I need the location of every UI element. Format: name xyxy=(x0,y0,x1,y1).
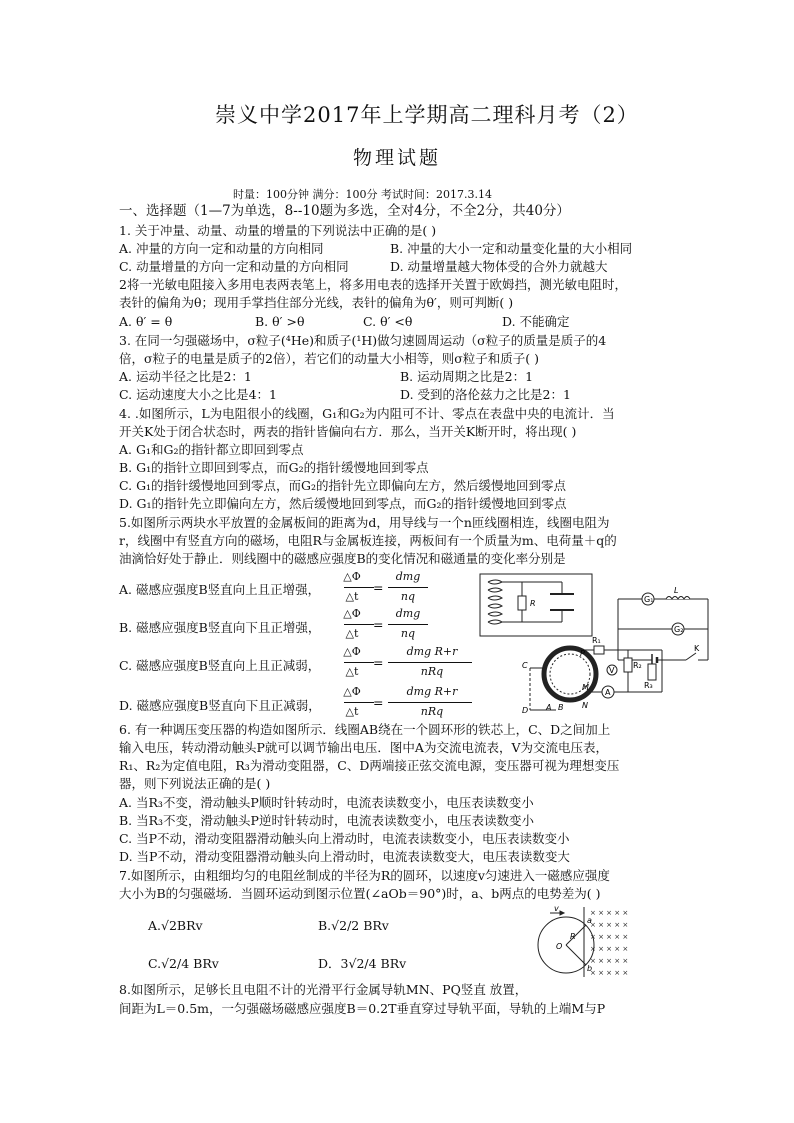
ring-magnetic-field-figure xyxy=(530,905,640,980)
q5-d-rhs-bar xyxy=(388,702,472,703)
label-k: K xyxy=(694,644,700,653)
q4-line1: 4. .如图所示，L为电阻很小的线圈，G₁和G₂为内阻可不计、零点在表盘中央的电流计．当 xyxy=(119,406,615,421)
label-r1: R₁ xyxy=(592,636,601,645)
q5-c-rhs-bar xyxy=(388,662,472,663)
q6-option-d: D. 当P不动，滑动变阻器滑动触头向上滑动时，电流表读数变大，电压表读数变大 xyxy=(119,849,570,864)
svg-text:× × × × ×: × × × × × xyxy=(590,909,629,917)
q6-line1: 6. 有一种调压变压器的构造如图所示．线圈AB绕在一个圆环形的铁芯上，C、D之间加上 xyxy=(119,722,611,737)
toroid-transformer-figure xyxy=(520,628,670,718)
label-v: V xyxy=(609,666,615,675)
q3-option-c: C. 运动速度大小之比是4：1 xyxy=(119,387,277,402)
q5-c-equals: = xyxy=(373,655,384,670)
q5-d-fraction-bar xyxy=(344,702,374,703)
label-g1: G₁ xyxy=(644,595,654,604)
q1-option-b: B. 冲量的大小一定和动量变化量的大小相同 xyxy=(390,241,633,256)
q4-option-d: D. G₁的指针先立即偏向左方，然后缓慢地回到零点，而G₂的指针缓慢地回到零点 xyxy=(119,496,567,511)
q5-d-denominator: △t xyxy=(345,705,359,718)
q6-option-c: C. 当P不动，滑动变阻器滑动触头向上滑动时，电流表读数变小，电压表读数变小 xyxy=(119,831,570,846)
q5-c-fraction-bar xyxy=(344,662,374,663)
label-point-a: a xyxy=(587,916,592,925)
q4-option-a: A. G₁和G₂的指针都立即回到零点 xyxy=(119,442,304,457)
svg-text:× × × × ×: × × × × × xyxy=(590,969,629,977)
q8-line1: 8.如图所示，足够长且电阻不计的光滑平行金属导轨MN、PQ竖直 放置， xyxy=(119,982,528,997)
q2-option-d: D. 不能确定 xyxy=(502,314,570,329)
label-point-b: b xyxy=(587,964,593,973)
q8-line2: 间距为L＝0.5m，一匀强磁场磁感应强度B＝0.2T垂直穿过导轨平面，导轨的上端M与P xyxy=(119,1001,606,1016)
q2-line1: 2将一光敏电阻接入多用电表两表笔上，将多用电表的选择开关置于欧姆挡，测光敏电阻时， xyxy=(119,277,627,292)
label-radius: R xyxy=(570,932,576,941)
switch-k xyxy=(686,653,696,660)
q5-b-rhs-num: dmg xyxy=(395,607,421,620)
svg-text:× × × × ×: × × × × × xyxy=(590,945,629,953)
q3-option-d: D. 受到的洛伦兹力之比是2：1 xyxy=(400,387,571,402)
q6-line2: 输入电压，转动滑动触头P就可以调节输出电压．图中A为交流电流表，V为交流电压表， xyxy=(119,740,608,755)
inductor-l xyxy=(666,597,690,600)
section-heading: 一、选择题（1—7为单选，8--10题为多选，全对4分，不全2分，共40分） xyxy=(119,203,570,219)
q5-b-rhs-bar xyxy=(388,624,428,625)
q5-b-denominator: △t xyxy=(345,627,359,640)
q5-c-numerator: △Φ xyxy=(343,645,361,658)
q5-line3: 油滴恰好处于静止．则线圈中的磁感应强度B的变化情况和磁通量的变化率分别是 xyxy=(119,551,566,566)
q5-option-c: C. 磁感应强度B竖直向上且正减弱， xyxy=(119,658,321,673)
q7-option-c: C.√2/4 BRv xyxy=(148,956,219,971)
q3-line1: 3. 在同一匀强磁场中，σ粒子(⁴He)和质子(¹H)做匀速圆周运动（σ粒子的质量是质子的4 xyxy=(119,333,607,348)
svg-text:× × × × ×: × × × × × xyxy=(590,933,629,941)
q5-b-numerator: △Φ xyxy=(343,607,361,620)
q5-b-rhs-den: nq xyxy=(400,627,416,640)
label-c: C xyxy=(522,661,528,670)
q5-a-rhs-bar xyxy=(388,587,428,588)
q2-option-b: B. θ′ >θ xyxy=(255,314,305,329)
resistor-r2 xyxy=(624,658,632,672)
q4-option-b: B. G₁的指针立即回到零点，而G₂的指针缓慢地回到零点 xyxy=(119,460,429,475)
q5-d-numerator: △Φ xyxy=(343,685,361,698)
resistor-r xyxy=(518,596,526,610)
field-crosses xyxy=(590,909,628,977)
label-v-velocity: v xyxy=(554,904,559,913)
q5-option-b: B. 磁感应强度B竖直向下且正增强， xyxy=(119,620,321,635)
q4-option-c: C. G₁的指针缓慢地回到零点，而G₂的指针先立即偏向左方，然后缓慢地回到零点 xyxy=(119,478,567,493)
label-m: M xyxy=(582,683,589,692)
q5-option-d: D. 磁感应强度B竖直向下且正减弱， xyxy=(119,698,321,713)
label-b: B xyxy=(558,703,564,712)
label-ammeter: A xyxy=(605,688,611,697)
q5-d-rhs-den: nRq xyxy=(420,705,444,718)
q5-a-numerator: △Φ xyxy=(343,570,361,583)
label-l: L xyxy=(674,586,679,595)
q5-option-a: A. 磁感应强度B竖直向上且正增强， xyxy=(119,582,321,597)
resistor-r3 xyxy=(648,664,656,680)
q5-b-equals: = xyxy=(373,617,384,632)
label-a: A xyxy=(546,703,552,712)
q5-line1: 5.如图所示两块水平放置的金属板间的距离为d，用导线与一个n匝线圈相连，线圈电阻为 xyxy=(119,515,610,530)
q6-line4: 器，则下列说法正确的是( ) xyxy=(119,776,271,791)
label-o: O xyxy=(556,942,563,951)
q5-a-fraction-bar xyxy=(344,587,374,588)
label-r: R xyxy=(530,599,536,608)
q6-line3: R₁、R₂为定值电阻，R₃为滑动变阻器，C、D两端接正弦交流电源，变压器可视为理想变压 xyxy=(119,758,620,773)
q2-line2: 表针的偏角为θ；现用手掌挡住部分光线，表针的偏角为θ′，则可判断( ) xyxy=(119,295,514,310)
q5-a-equals: = xyxy=(373,580,384,595)
svg-text:× × × × ×: × × × × × xyxy=(590,921,629,929)
q1-option-d: D. 动量增量越大物体受的合外力就越大 xyxy=(390,259,608,274)
coil-winding xyxy=(488,580,502,624)
q3-option-a: A. 运动半径之比是2：1 xyxy=(119,369,252,384)
q1-stem: 1. 关于冲量、动量、动量的增量的下列说法中正确的是( ) xyxy=(119,223,437,238)
q5-b-fraction-bar xyxy=(344,624,374,625)
label-n: N xyxy=(582,701,588,710)
resistor-r1 xyxy=(594,646,604,654)
q4-line2: 开关K处于闭合状态时，两表的指针皆偏向右方．那么，当开关K断开时，将出现( ) xyxy=(119,424,577,439)
q1-option-a: A. 冲量的方向一定和动量的方向相同 xyxy=(119,241,324,256)
q1-option-c: C. 动量增量的方向一定和动量的方向相同 xyxy=(119,259,349,274)
label-d: D xyxy=(522,706,529,715)
q5-d-equals: = xyxy=(373,695,384,710)
q7-line2: 大小为B的匀强磁场．当圆环运动到图示位置(∠aOb＝90°)时，a、b两点的电势差为( ) xyxy=(119,886,601,901)
q6-option-a: A. 当R₃不变，滑动触头P顺时针转动时，电流表读数变小，电压表读数变小 xyxy=(119,795,534,810)
q7-option-d: D．3√2/4 BRv xyxy=(318,956,407,971)
q5-a-rhs-num: dmg xyxy=(395,570,421,583)
label-p: P xyxy=(580,649,585,658)
subject-title: 物理试题 xyxy=(353,147,442,169)
toroid-core xyxy=(544,648,596,700)
exam-title: 崇义中学2017年上学期高二理科月考（2） xyxy=(215,103,639,127)
q2-option-a: A. θ′ = θ xyxy=(119,314,173,329)
q3-option-b: B. 运动周期之比是2：1 xyxy=(400,369,534,384)
label-g2: G₂ xyxy=(674,625,684,634)
q2-option-c: C. θ′ <θ xyxy=(363,314,413,329)
q5-line2: r，线圈中有竖直方向的磁场，电阻R与金属板连接，两板间有一个质量为m、电荷量＋q的 xyxy=(119,533,617,548)
q7-option-b: B.√2/2 BRv xyxy=(318,918,389,933)
q5-c-rhs-den: nRq xyxy=(420,665,444,678)
q5-d-rhs-num: dmg R+r xyxy=(406,685,458,698)
q5-a-rhs-den: nq xyxy=(400,590,416,603)
exam-meta: 时量：100分钟 满分：100分 考试时间：2017.3.14 xyxy=(233,188,492,201)
q5-c-denominator: △t xyxy=(345,665,359,678)
q5-c-rhs-num: dmg R+r xyxy=(406,645,458,658)
q7-option-a: A.√2BRv xyxy=(148,918,203,933)
q3-line2: 倍，σ粒子的电量是质子的2倍），若它们的动量大小相等，则σ粒子和质子( ) xyxy=(119,351,539,366)
q7-line1: 7.如图所示，由粗细均匀的电阻丝制成的半径为R的圆环，以速度v匀速进入一磁感应强度 xyxy=(119,868,610,883)
svg-text:× × × × ×: × × × × × xyxy=(590,957,629,965)
label-r2: R₂ xyxy=(633,661,642,670)
q6-option-b: B. 当R₃不变，滑动触头P逆时针转动时，电流表读数变小，电压表读数变小 xyxy=(119,813,534,828)
q5-a-denominator: △t xyxy=(345,590,359,603)
label-r3: R₃ xyxy=(644,681,653,690)
